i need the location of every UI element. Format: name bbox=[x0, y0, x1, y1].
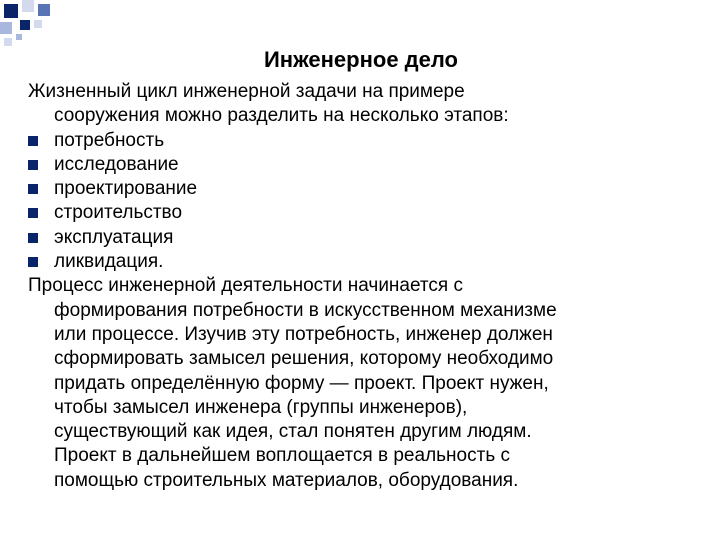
list-item bbox=[28, 201, 718, 225]
list-item bbox=[28, 250, 718, 274]
process-line: сформировать замысел решения, которому необходимо bbox=[54, 348, 554, 370]
deco-square bbox=[22, 0, 34, 12]
stage-label: строительство bbox=[54, 202, 183, 224]
corner-squares-decoration bbox=[0, 0, 60, 50]
process-line: Процесс инженерной деятельности начинается с bbox=[28, 275, 463, 297]
deco-square bbox=[34, 20, 42, 28]
stage-label: исследование bbox=[54, 153, 179, 175]
stage-label: эксплуатация bbox=[54, 226, 174, 248]
deco-square bbox=[4, 4, 18, 18]
list-item bbox=[28, 177, 718, 201]
deco-square bbox=[16, 34, 22, 40]
slide-body bbox=[28, 80, 718, 493]
stage-label: ликвидация. bbox=[54, 251, 164, 273]
intro-line: сооружения можно разделить на несколько этапов: bbox=[54, 105, 509, 127]
list-item bbox=[28, 226, 718, 250]
filled-square-bullet-icon bbox=[28, 208, 38, 218]
list-item bbox=[28, 129, 718, 153]
deco-square bbox=[38, 4, 50, 16]
process-line: придать определённую форму — проект. Проект нужен, bbox=[54, 372, 549, 394]
slide-title: Инженерное дело bbox=[263, 47, 458, 72]
filled-square-bullet-icon bbox=[28, 233, 38, 243]
list-item bbox=[28, 153, 718, 177]
deco-square bbox=[0, 22, 12, 34]
process-line: или процессе. Изучив эту потребность, инженер должен bbox=[54, 323, 553, 345]
filled-square-bullet-icon bbox=[28, 257, 38, 267]
process-line: помощью строительных материалов, оборудования. bbox=[54, 469, 519, 491]
process-line: существующий как идея, стал понятен другим людям. bbox=[54, 421, 532, 443]
process-line: Проект в дальнейшем воплощается в реальность с bbox=[54, 445, 510, 467]
deco-square bbox=[20, 20, 30, 30]
deco-square bbox=[4, 38, 12, 46]
process-paragraph bbox=[28, 274, 718, 493]
intro-paragraph bbox=[28, 80, 718, 129]
process-line: чтобы замысел инженера (группы инженеров), bbox=[54, 396, 468, 418]
filled-square-bullet-icon bbox=[28, 160, 38, 170]
intro-line: Жизненный цикл инженерной задачи на примере bbox=[28, 81, 465, 102]
filled-square-bullet-icon bbox=[28, 184, 38, 194]
stage-label: проектирование bbox=[54, 178, 198, 200]
stages-list bbox=[28, 129, 718, 275]
process-line: формирования потребности в искусственном механизме bbox=[54, 299, 557, 321]
stage-label: потребность bbox=[54, 129, 165, 151]
filled-square-bullet-icon bbox=[28, 136, 38, 146]
